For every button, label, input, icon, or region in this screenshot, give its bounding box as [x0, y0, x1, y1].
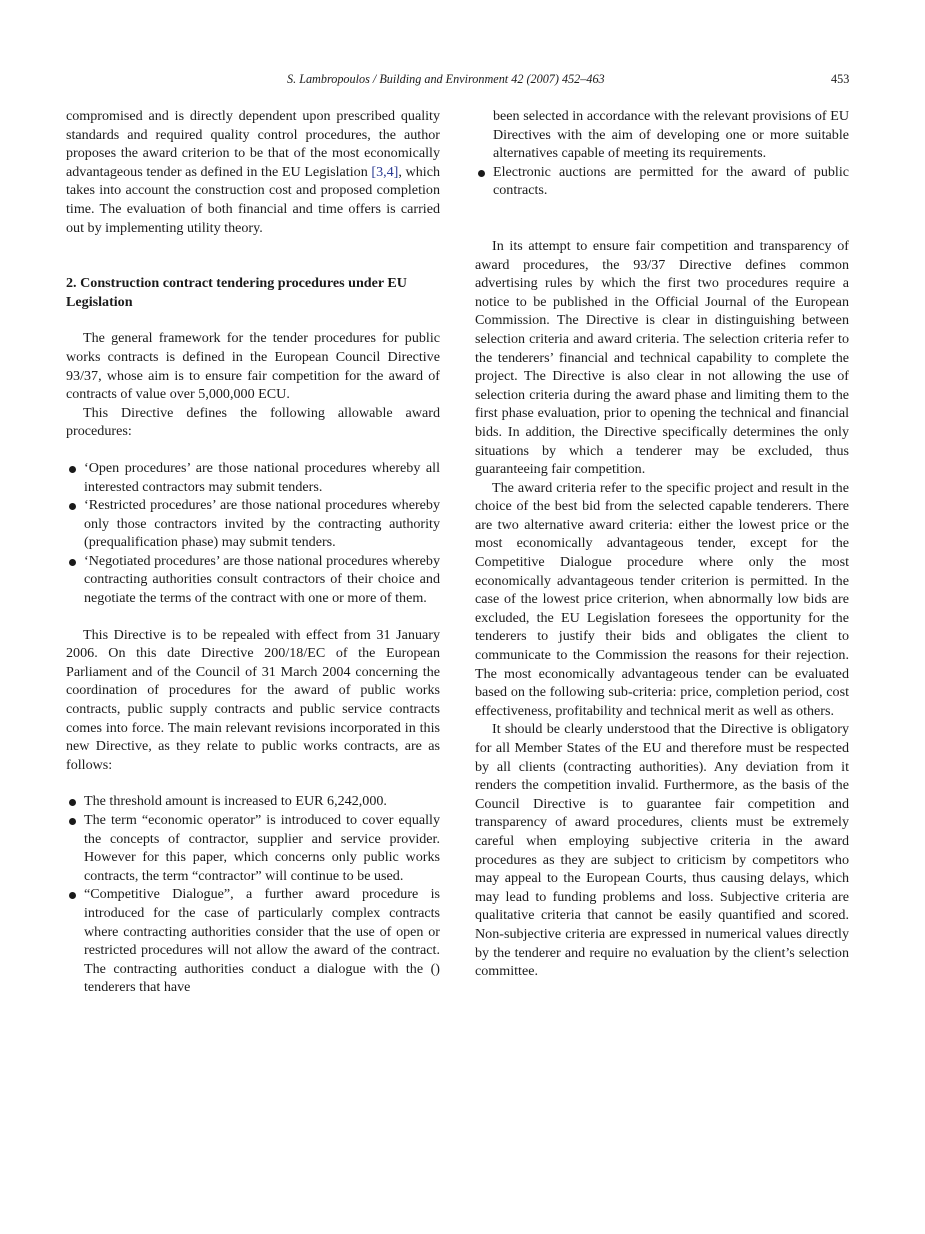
list-item-text: The term “economic operator” is introduced to cover equally the concepts of contractor, supplier and service provider. However for this paper, which concerns only public works contracts, the term “contractor” will continue to be used. [84, 812, 440, 884]
list-item [475, 163, 849, 200]
bullet-icon [69, 559, 76, 566]
revisions-list-continued [475, 163, 849, 200]
list-item-text: Electronic auctions are permitted for the award of public contracts. [493, 163, 849, 199]
bullet-icon [69, 503, 76, 510]
paragraph-defines: This Directive defines the following allowable award procedures: [66, 404, 440, 440]
right-column [475, 107, 849, 981]
bullet-icon [69, 892, 76, 899]
list-item-text: ‘Open procedures’ are those national procedures whereby all interested contractors may submit tenders. [84, 459, 440, 495]
procedures-list [66, 459, 440, 608]
list-item [66, 811, 440, 885]
intro-text-start: compromised and is directly dependent upon prescribed quality standards and required quality control procedures, the author proposes the award criterion to be that of the most economically advantageous tender as defined in the EU Legislation [66, 108, 440, 180]
citation-link[interactable]: [3,4] [371, 163, 399, 180]
bullet-icon [69, 466, 76, 473]
spacer [66, 774, 440, 792]
left-column [66, 107, 440, 997]
page-number: 453 [831, 72, 850, 86]
list-item-text: ‘Restricted procedures’ are those national procedures whereby only those contractors invited by the contracting authority (prequalification phase) may submit tenders. [84, 497, 440, 551]
list-item [66, 885, 440, 997]
list-item [66, 459, 440, 496]
running-header [0, 72, 925, 90]
list-item-continued: been selected in accordance with the relevant provisions of EU Directives with the aim of developing one or more suitable alternatives capable of meeting its requirements. [493, 108, 849, 162]
list-item-text: The threshold amount is increased to EUR 6,242,000. [84, 793, 387, 810]
list-item [66, 496, 440, 552]
paragraph-repealed: This Directive is to be repealed with effect from 31 January 2006. On this date Directive 200/18/EC of the European Parliament and of the Council of 31 March 2004 concerning the coordination of procedures for the award of public works contracts, public supply contracts and public service contracts comes into force. The main relevant revisions incorporated in this new Directive, as they relate to public works contracts, are as follows: [66, 626, 440, 773]
section-heading: 2. Construction contract tendering procedures under EU Legislation [66, 275, 407, 310]
running-title: S. Lambropoulos / Building and Environment 42 (2007) 452–463 [287, 72, 605, 86]
spacer [66, 237, 440, 274]
spacer [66, 441, 440, 459]
paragraph-obligatory: It should be clearly understood that the Directive is obligatory for all Member States of the EU and therefore must be respected by all clients (contracting authorities). Any deviation from it renders the competition invalid. Furthermore, as the basis of the Council Directive is to guarantee fair competition and transparency of award procedures, clients must be extremely careful when employing subjective criteria in the award procedures as they are subject to criticism by competitors who may appeal to the European Courts, thus causing delays, which may lead to funding problems and loss. Subjective criteria are qualitative criteria that cannot be easily quantified and scored. Non-subjective criteria are expressed in numerical values directly by the tenderer and require no evaluation by the client’s selection committee. [475, 721, 849, 980]
intro-paragraph [66, 107, 440, 237]
bullet-icon [69, 818, 76, 825]
spacer [66, 608, 440, 626]
list-item [66, 792, 440, 811]
paragraph-award-criteria: The award criteria refer to the specific project and result in the choice of the best bid from the selected capable tenderers. There are two alternative award criteria: either the lowest price or the most economically advantageous tender, except for the Competitive Dialogue procedure where only the most economically advantageous tender criterion is permitted. In the case of the lowest price criterion, when abnormally low bids are excluded, the EU Legislation foresees the opportunity for the tenderers to justify their bids and obligates the client to communicate to the Commission the reasons for their rejection. The most economically advantageous tender can be evaluated based on the following sub-criteria: price, completion period, cost effectiveness, profitability and technical merit as well as others. [475, 479, 849, 719]
list-item-text: “Competitive Dialogue”, a further award procedure is introduced for the case of particularly complex contracts where contracting authorities consider that the use of open or restricted procedures will not allow the award of the contract. The contracting authorities conduct a dialogue with the () tenderers that have [84, 886, 440, 996]
list-item [66, 552, 440, 608]
spacer [66, 311, 440, 329]
spacer [475, 200, 849, 237]
paragraph-framework: The general framework for the tender procedures for public works contracts is defined in the European Council Directive 93/37, whose aim is to ensure fair competition for the award of contracts of value over 5,000,000 ECU. [66, 330, 440, 403]
bullet-icon [69, 799, 76, 806]
paragraph-advertising: In its attempt to ensure fair competition and transparency of award procedures, the 93/37 Directive defines common advertising rules by which the first two procedures require a notice to be published in the Official Journal of the European Commission. The Directive is clear in distinguishing between selection criteria and award criteria. The selection criteria refer to the tenderers’ financial and technical capability to complete the project. The Directive is also clear in not allowing the use of selection criteria during the award phase and limiting them to the first phase evaluation, prior to opening the technical and financial bids. In addition, the Directive specifically determines the only situations by which a tenderer may be excluded, thus guaranteeing fair competition. [475, 237, 849, 478]
revisions-list [66, 792, 440, 997]
bullet-icon [478, 170, 485, 177]
list-item-text: ‘Negotiated procedures’ are those national procedures whereby contracting authorities consult contractors of their choice and negotiate the terms of the contract with one or more of them. [84, 552, 440, 607]
intro-text-end: , which takes into account the construction cost and proposed completion time. The evaluation of both financial and time offers is carried out by implementing utility theory. [66, 163, 440, 236]
